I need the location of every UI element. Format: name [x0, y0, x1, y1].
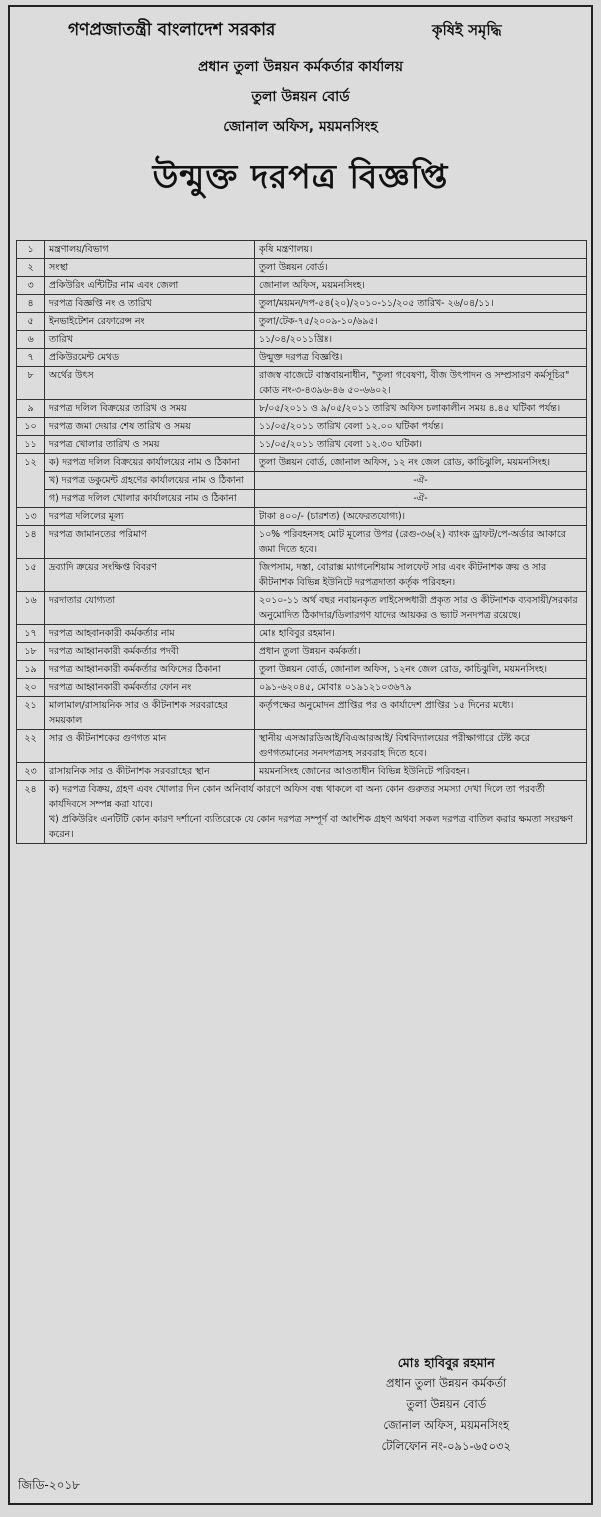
row-number: ২২	[17, 730, 45, 763]
table-row	[17, 295, 587, 313]
officer-designation: প্রধান তুলা উন্নয়ন কর্মকর্তা	[386, 1376, 507, 1390]
row-value: তুলা উন্নয়ন বোর্ড, জোনাল অফিস, ১২নং জেল রোড, কাচিঝুলি, ময়মনসিংহ।	[255, 661, 587, 679]
table-row	[17, 763, 587, 781]
row-number: ১২	[17, 454, 45, 508]
table-row	[17, 661, 587, 679]
table-row	[17, 241, 587, 259]
tender-notice-page	[8, 5, 593, 1505]
table-row	[17, 436, 587, 454]
row-value: টাকা ৪০০/- (চারশত) (অফেরতযোগ্য)।	[255, 508, 587, 526]
table-row	[17, 454, 587, 472]
row-label: দরপত্র আহ্বানকারী কর্মকর্তার পদবী	[45, 643, 255, 661]
row-number: ১	[17, 241, 45, 259]
row-value: ১০% পরিবহনসহ মোট মূল্যের উপর (রেগু-৩৬(২) ব্যাংক ড্রাফট/পে-অর্ডার আকারে জমা দিতে হবে।	[255, 526, 587, 559]
row-number: ৪	[17, 295, 45, 313]
row-label: দরপত্র বিজ্ঞপ্তি নং ও তারিখ	[45, 295, 255, 313]
row-label: দরপত্র দলিলের মূল্য	[45, 508, 255, 526]
table-row	[17, 781, 587, 844]
row-label: সংস্থা	[45, 259, 255, 277]
officer-name: মোঃ হাবিবুর রহমান	[397, 1355, 495, 1370]
row-value: তুলা/টেক-৭৫/২০০৯-১০/৬৯৫।	[255, 313, 587, 331]
row-label: দরদাতার যোগ্যতা	[45, 592, 255, 625]
row-label: দরপত্র জামানতের পরিমাণ	[45, 526, 255, 559]
row-value: জিপসাম, দস্তা, বোরাক্স ম্যাগনেশিয়াম সালফেট সার এবং কীটনাশক ক্রয় ও সার কীটনাশক বিভিন্ন ইউনিটে দরপত্রদাতা কর্তৃক পরিবহন।	[255, 559, 587, 592]
row-number: ২০	[17, 679, 45, 697]
table-row	[17, 418, 587, 436]
office-name: প্রধান তুলা উন্নয়ন কর্মকর্তার কার্যালয়	[198, 59, 403, 75]
row-value: তুলা/ময়মন/দপ-৫৪(২০)/২০১০-১১/২০৫ তারিখ- ২৬/০৪/১১।	[255, 295, 587, 313]
row-label: দরপত্র জমা দেয়ার শেষ তারিখ ও সময়	[45, 418, 255, 436]
row-value: ১১/০৫/২০১১ তারিখ বেলা ১২.০০ ঘটিকা পর্যন্ত।	[255, 418, 587, 436]
row-value: ময়মনসিংহ জোনের আওতাধীন বিভিন্ন ইউনিটে পরিবহন।	[255, 763, 587, 781]
table-row	[17, 679, 587, 697]
row-value: স্থানীয় এসআরডিআই/বিএআরআই/ বিশ্ববিদ্যালয়ের পরীক্ষাগারে টেষ্ট করে গুণগতমানের সনদপত্রসহ সরবরাহ দিতে হবে।	[255, 730, 587, 763]
note-a: ক) দরপত্র বিক্রয়, গ্রহণ এবং খোলার দিন কোন অনিবার্য কারণে অফিস বন্ধ থাকলে বা অন্য কোন গুরুতর সমস্যা দেখা দিলে তা পরবর্তী কার্যদিবসে সম্পন্ন করা যাবে।	[49, 784, 545, 810]
table-row	[17, 559, 587, 592]
row-label: দরপত্র আহ্বানকারী কর্মকর্তার অফিসের ঠিকানা	[45, 661, 255, 679]
table-row	[17, 277, 587, 295]
row-label: প্রকিউরমেন্ট মেথড	[45, 349, 255, 367]
table-row	[17, 490, 587, 508]
table-row	[17, 400, 587, 418]
row-label: রাসায়নিক সার ও কীটনাশক সরবরাহের স্থান	[45, 763, 255, 781]
row-value: মোঃ হাবিবুর রহমান।	[255, 625, 587, 643]
row-value: তুলা উন্নয়ন বোর্ড।	[255, 259, 587, 277]
row-label: গ) দরপত্র দলিল খোলার কার্যালয়ের নাম ও ঠিকানা	[45, 490, 255, 508]
row-value: -ঐ-	[255, 472, 587, 490]
board-name: তুলা উন্নয়ন বোর্ড	[251, 89, 350, 105]
table-row	[17, 697, 587, 730]
row-value: ১১/০৫/২০১১ তারিখ বেলা ১২.৩০ ঘটিকা।	[255, 436, 587, 454]
row-label: মন্ত্রণালয়/বিভাগ	[45, 241, 255, 259]
row-number: ১৬	[17, 592, 45, 625]
row-number: ২৪	[17, 781, 45, 844]
tender-table	[16, 240, 587, 844]
row-number: ১৪	[17, 526, 45, 559]
row-number: ১৯	[17, 661, 45, 679]
row-value: ৮/০৫/২০১১ ও ৯/০৫/২০১১ তারিখ অফিস চলাকালীন সময় ৪.৪৫ ঘটিকা পর্যন্ত।	[255, 400, 587, 418]
slogan: কৃষিই সমৃদ্ধি	[432, 21, 502, 39]
notice-title: উন্মুক্ত দরপত্র বিজ্ঞপ্তি	[152, 157, 449, 196]
officer-phone: টেলিফোন নং-০৯১-৬৫০৩২	[381, 1439, 511, 1453]
row-number: ৩	[17, 277, 45, 295]
row-number: ২১	[17, 697, 45, 730]
row-value: -ঐ-	[255, 490, 587, 508]
table-row	[17, 730, 587, 763]
row-label: দরপত্র আহবানকারী কর্মকর্তার নাম	[45, 625, 255, 643]
government-name: গণপ্রজাতন্ত্রী বাংলাদেশ সরকার	[68, 20, 276, 40]
row-label: দরপত্র আহ্বানকারী কর্মকর্তার ফোন নং	[45, 679, 255, 697]
row-number: ৯	[17, 400, 45, 418]
table-row	[17, 508, 587, 526]
table-row	[17, 367, 587, 400]
row-number: ২৩	[17, 763, 45, 781]
row-label: দরপত্র খোলার তারিখ ও সময়	[45, 436, 255, 454]
table-row	[17, 526, 587, 559]
row-number: ১৫	[17, 559, 45, 592]
row-value: জোনাল অফিস, ময়মনসিংহ।	[255, 277, 587, 295]
row-value: ১১/০৪/২০১১খ্রিঃ।	[255, 331, 587, 349]
row-label: অর্থের উৎস	[45, 367, 255, 400]
row-notes	[45, 781, 587, 844]
table-row	[17, 331, 587, 349]
row-number: ২	[17, 259, 45, 277]
row-number: ১৩	[17, 508, 45, 526]
table-row	[17, 313, 587, 331]
row-value: প্রধান তুলা উন্নয়ন কর্মকর্তা।	[255, 643, 587, 661]
gd-code: জিডি-২০১৮	[18, 1478, 80, 1492]
officer-office: জোনাল অফিস, ময়মনসিংহ	[383, 1418, 509, 1432]
row-number: ৭	[17, 349, 45, 367]
row-label: তারিখ	[45, 331, 255, 349]
row-label: মালামাল/রাসায়নিক সার ও কীটনাশক সরবরাহের সময়কাল	[45, 697, 255, 730]
row-number: ১০	[17, 418, 45, 436]
row-label: ইনভাইটেশন রেফারেন্স নং	[45, 313, 255, 331]
row-value: রাজস্ব বাজেটে বাস্তবায়নাধীন, "তুলা গবেষণা, বীজ উৎপাদন ও সম্প্রসারণ কর্মসূচির" কোড নং-৩-৪৩৯৬-৪৬ ৫০-৬৬০২।	[255, 367, 587, 400]
row-value: কৃষি মন্ত্রণালয়।	[255, 241, 587, 259]
row-label: খ) দরপত্র ডকুমেন্ট গ্রহণের কার্যালয়ের নাম ও ঠিকানা	[45, 472, 255, 490]
row-value: ২০১০-১১ অর্থ বছর নবায়নকৃত লাইসেন্সধারী প্রকৃত সার ও কীটনাশক ব্যবসায়ী/সরকার অনুমোদিত ঠিকাদার/ডিলারগণ যাদের আয়কর ও ভ্যাট সনদপত্র রয়েছে।	[255, 592, 587, 625]
row-number: ১৮	[17, 643, 45, 661]
row-value: কর্তৃপক্ষের অনুমোদন প্রাপ্তির পর ও কার্যাদেশ প্রাপ্তির ১৫ দিনের মধ্যে।	[255, 697, 587, 730]
row-number: ৬	[17, 331, 45, 349]
row-label: প্রকিউরিং এন্টিটির নাম এবং জেলা	[45, 277, 255, 295]
table-row	[17, 349, 587, 367]
row-number: ১১	[17, 436, 45, 454]
row-label: ক) দরপত্র দলিল বিক্রয়ের কার্যালয়ের নাম ও ঠিকানা	[45, 454, 255, 472]
officer-board: তুলা উন্নয়ন বোর্ড	[406, 1397, 487, 1411]
row-number: ৫	[17, 313, 45, 331]
row-label: সার ও কীটনাশকের গুণগত মান	[45, 730, 255, 763]
row-label: দ্রব্যাদি ক্রয়ের সংক্ষিপ্ত বিবরণ	[45, 559, 255, 592]
row-number: ৮	[17, 367, 45, 400]
table-row	[17, 625, 587, 643]
row-value: তুলা উন্নয়ন বোর্ড, জোনাল অফিস, ১২ নং জেল রোড, কাচিঝুলি, ময়মনসিংহ।	[255, 454, 587, 472]
row-label: দরপত্র দলিল বিক্রয়ের তারিখ ও সময়	[45, 400, 255, 418]
table-row	[17, 259, 587, 277]
row-value: ০৯১-৬২০৪৫, মোবাঃ ০১৯১২১০৩৬৭৯	[255, 679, 587, 697]
table-row	[17, 472, 587, 490]
table-row	[17, 592, 587, 625]
signature-block	[381, 1352, 511, 1457]
table-row	[17, 643, 587, 661]
row-number: ১৭	[17, 625, 45, 643]
zone-name: জোনাল অফিস, ময়মনসিংহ	[223, 119, 378, 135]
note-b: খ) প্রকিউরিং এনটিটি কোন কারণ দর্শানো ব্যতিরেকে যে কোন দরপত্র সম্পূর্ণ বা আংশিক গ্রহণ অথবা সকল দরপত্র বাতিল করার ক্ষমতা সংরক্ষণ করেন।	[49, 814, 573, 840]
row-value: উন্মুক্ত দরপত্র বিজ্ঞপ্তি।	[255, 349, 587, 367]
